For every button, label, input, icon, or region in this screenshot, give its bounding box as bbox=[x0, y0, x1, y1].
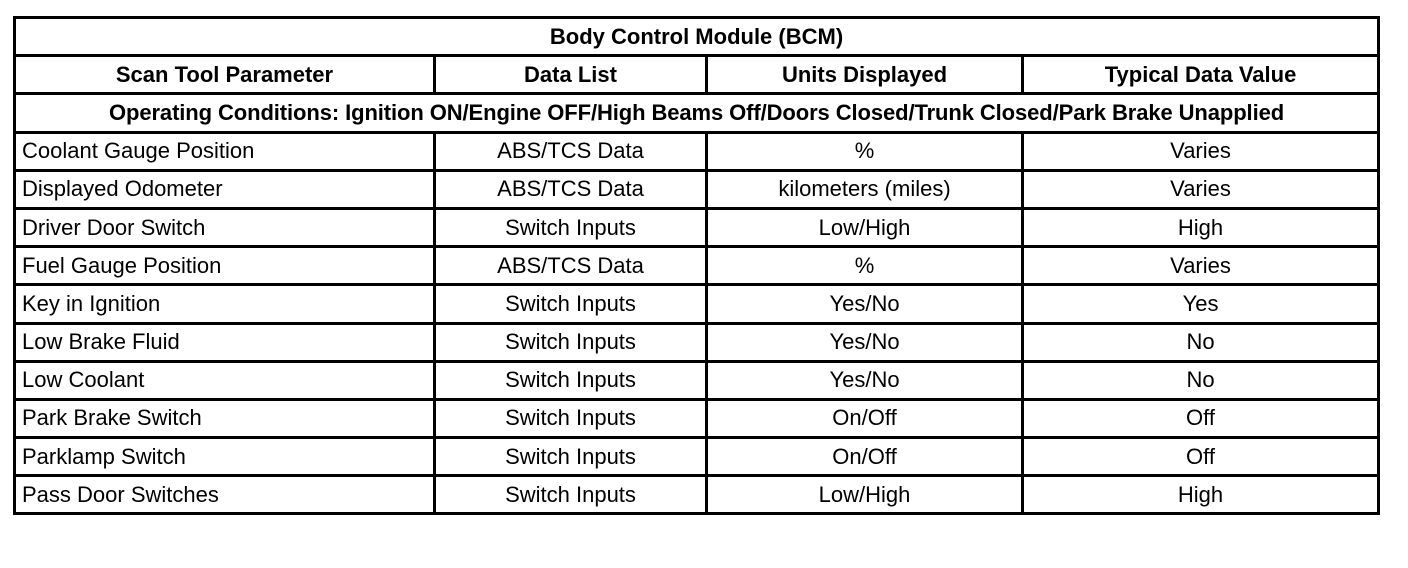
parameter-cell: Pass Door Switches bbox=[15, 476, 435, 514]
table-row bbox=[15, 285, 1379, 323]
header-data-list: Data List bbox=[435, 56, 707, 94]
table-row bbox=[15, 170, 1379, 208]
data-list-cell: Switch Inputs bbox=[435, 208, 707, 246]
table-row bbox=[15, 132, 1379, 170]
units-cell: % bbox=[707, 132, 1023, 170]
data-list-cell: ABS/TCS Data bbox=[435, 132, 707, 170]
parameter-cell: Park Brake Switch bbox=[15, 399, 435, 437]
table-row bbox=[15, 399, 1379, 437]
data-list-cell: Switch Inputs bbox=[435, 438, 707, 476]
header-scan-tool-parameter: Scan Tool Parameter bbox=[15, 56, 435, 94]
table-row bbox=[15, 476, 1379, 514]
parameter-cell: Low Coolant bbox=[15, 361, 435, 399]
typical-value-cell: Varies bbox=[1023, 247, 1379, 285]
table-title: Body Control Module (BCM) bbox=[15, 18, 1379, 56]
data-list-cell: Switch Inputs bbox=[435, 361, 707, 399]
typical-value-cell: Off bbox=[1023, 399, 1379, 437]
units-cell: On/Off bbox=[707, 438, 1023, 476]
data-list-cell: Switch Inputs bbox=[435, 399, 707, 437]
parameter-cell: Key in Ignition bbox=[15, 285, 435, 323]
units-cell: Yes/No bbox=[707, 285, 1023, 323]
data-list-cell: Switch Inputs bbox=[435, 476, 707, 514]
operating-conditions-row bbox=[15, 94, 1379, 132]
table-row bbox=[15, 208, 1379, 246]
table-row bbox=[15, 323, 1379, 361]
typical-value-cell: Varies bbox=[1023, 170, 1379, 208]
data-list-cell: Switch Inputs bbox=[435, 323, 707, 361]
typical-value-cell: No bbox=[1023, 323, 1379, 361]
title-row bbox=[15, 18, 1379, 56]
units-cell: Yes/No bbox=[707, 323, 1023, 361]
header-row bbox=[15, 56, 1379, 94]
header-units-displayed: Units Displayed bbox=[707, 56, 1023, 94]
table-row bbox=[15, 438, 1379, 476]
units-cell: Low/High bbox=[707, 208, 1023, 246]
typical-value-cell: High bbox=[1023, 476, 1379, 514]
typical-value-cell: Off bbox=[1023, 438, 1379, 476]
parameter-cell: Driver Door Switch bbox=[15, 208, 435, 246]
data-list-cell: ABS/TCS Data bbox=[435, 170, 707, 208]
parameter-cell: Coolant Gauge Position bbox=[15, 132, 435, 170]
parameter-cell: Parklamp Switch bbox=[15, 438, 435, 476]
data-list-cell: Switch Inputs bbox=[435, 285, 707, 323]
data-list-cell: ABS/TCS Data bbox=[435, 247, 707, 285]
table-row bbox=[15, 247, 1379, 285]
table-row bbox=[15, 361, 1379, 399]
units-cell: On/Off bbox=[707, 399, 1023, 437]
parameter-cell: Low Brake Fluid bbox=[15, 323, 435, 361]
units-cell: Low/High bbox=[707, 476, 1023, 514]
units-cell: kilometers (miles) bbox=[707, 170, 1023, 208]
parameter-cell: Fuel Gauge Position bbox=[15, 247, 435, 285]
parameter-cell: Displayed Odometer bbox=[15, 170, 435, 208]
units-cell: % bbox=[707, 247, 1023, 285]
typical-value-cell: Varies bbox=[1023, 132, 1379, 170]
operating-conditions: Operating Conditions: Ignition ON/Engine OFF/High Beams Off/Doors Closed/Trunk Closed/Park Brake Unapplied bbox=[15, 94, 1379, 132]
units-cell: Yes/No bbox=[707, 361, 1023, 399]
typical-value-cell: Yes bbox=[1023, 285, 1379, 323]
typical-value-cell: No bbox=[1023, 361, 1379, 399]
header-typical-data-value: Typical Data Value bbox=[1023, 56, 1379, 94]
bcm-data-table bbox=[13, 16, 1380, 515]
typical-value-cell: High bbox=[1023, 208, 1379, 246]
